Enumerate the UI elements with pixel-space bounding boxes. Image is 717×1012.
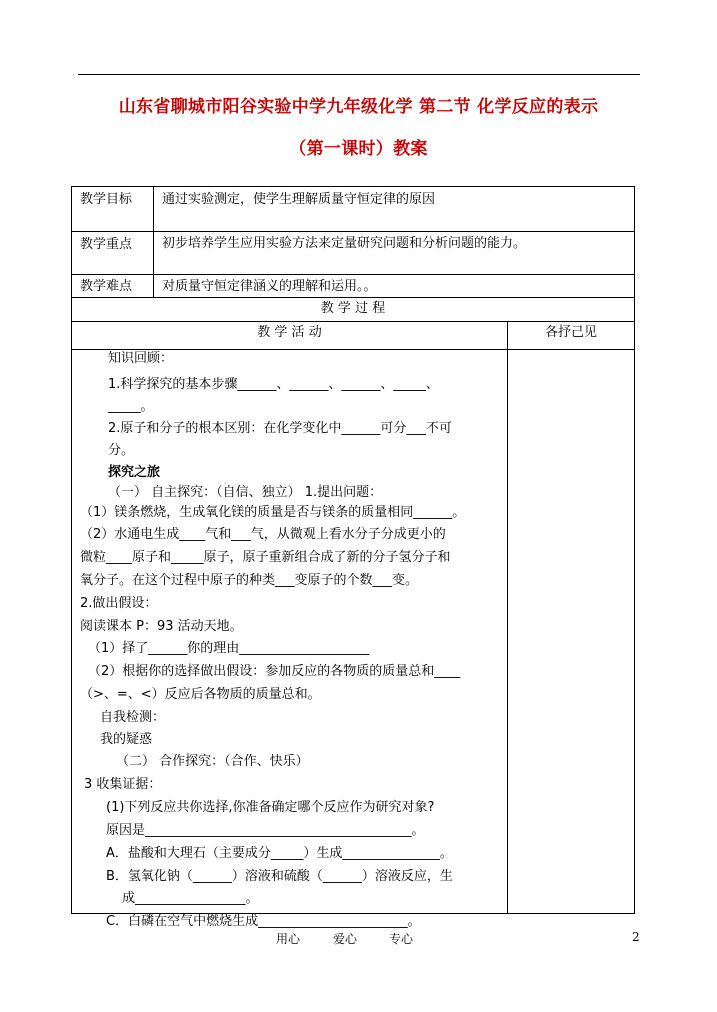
content-line: _____。: [108, 399, 154, 414]
content-line: （>、=、<）反应后各物质的质量总和。: [80, 687, 321, 702]
lesson-plan-table: [71, 186, 635, 929]
content-line: 自我检测：: [100, 710, 166, 725]
footer-motto: 用心: [276, 932, 301, 946]
page-title-line-1: 山东省聊城市阳谷实验中学九年级化学 第二节 化学反应的表示: [118, 97, 599, 117]
row-divider: [72, 274, 634, 275]
footer-motto: 爱心: [333, 932, 358, 946]
value-teaching-goal: 通过实验测定，使学生理解质量守恒定律的原因: [162, 192, 436, 207]
value-key-point: 初步培养学生应用实验方法来定量研究问题和分析问题的能力。: [162, 236, 527, 251]
content-line: 1.科学探究的基本步骤______、______、______、_____、: [108, 377, 439, 392]
content-line: B．氢氧化钠（______）溶液和硫酸（______）溶液反应，生: [106, 869, 453, 884]
row-divider: [72, 349, 634, 350]
content-line: 分。: [108, 443, 135, 458]
header-rule: [78, 74, 640, 75]
process-header: 教 学 过 程: [320, 301, 386, 316]
section-heading: 探究之旅: [108, 465, 161, 480]
row-divider: [72, 321, 634, 322]
content-line: 成_________________。: [122, 891, 259, 906]
content-line: 原因是_________________________________________。: [106, 823, 425, 838]
content-line: （2）根据你的选择做出假设：参加反应的各物质的质量总和____: [88, 664, 461, 679]
column-divider: [153, 187, 154, 297]
value-difficult-point: 对质量守恒定律涵义的理解和运用。。: [162, 279, 377, 294]
row-divider: [72, 297, 634, 298]
page-title-line-2: （第一课时）教案: [289, 139, 428, 159]
notes-header: 各抒己见: [544, 325, 597, 340]
content-line: （二） 合作探究：（合作、快乐）: [116, 754, 309, 769]
activity-header: 教 学 活 动: [257, 325, 322, 340]
content-line: （2）水通电生成____气和___气，从微观上看水分子分成更小的: [80, 527, 446, 542]
footer-motto: 专心: [389, 932, 414, 946]
content-line: A．盐酸和大理石（主要成分_____）生成_______________。: [106, 846, 453, 861]
content-line: 3 收集证据：: [84, 777, 162, 792]
row-divider: [72, 231, 634, 232]
content-line: （1）择了______你的理由____________________: [88, 641, 370, 656]
label-teaching-goal: 教学目标: [80, 192, 133, 207]
content-line: 知识回顾：: [108, 351, 174, 366]
content-line: 2.做出假设：: [80, 596, 158, 611]
content-line: 我的疑惑: [100, 732, 153, 747]
content-line: 微粒____原子和_____原子，原子重新组合成了新的分子氢分子和: [80, 550, 451, 565]
content-line: (1)下列反应共你选择,你准备确定哪个反应作为研究对象?: [106, 800, 435, 815]
content-line: （1）镁条燃烧，生成氧化镁的质量是否与镁条的质量相同______。: [80, 505, 466, 520]
content-line: 阅读课本 P：93 活动天地。: [80, 619, 243, 634]
column-divider: [507, 321, 508, 914]
page-number: 2: [632, 930, 640, 944]
label-key-point: 教学重点: [80, 237, 133, 252]
content-line: 氧分子。在这个过程中原子的种类___变原子的个数___变。: [80, 573, 419, 588]
content-line: 2.原子和分子的根本区别：在化学变化中______可分___不可: [108, 421, 452, 436]
label-difficult-point: 教学难点: [80, 279, 133, 294]
content-line: （一） 自主探究：（自信、独立） 1.提出问题：: [108, 485, 383, 500]
content-line: C．白磷在空气中燃烧生成_______________________。: [106, 914, 421, 929]
